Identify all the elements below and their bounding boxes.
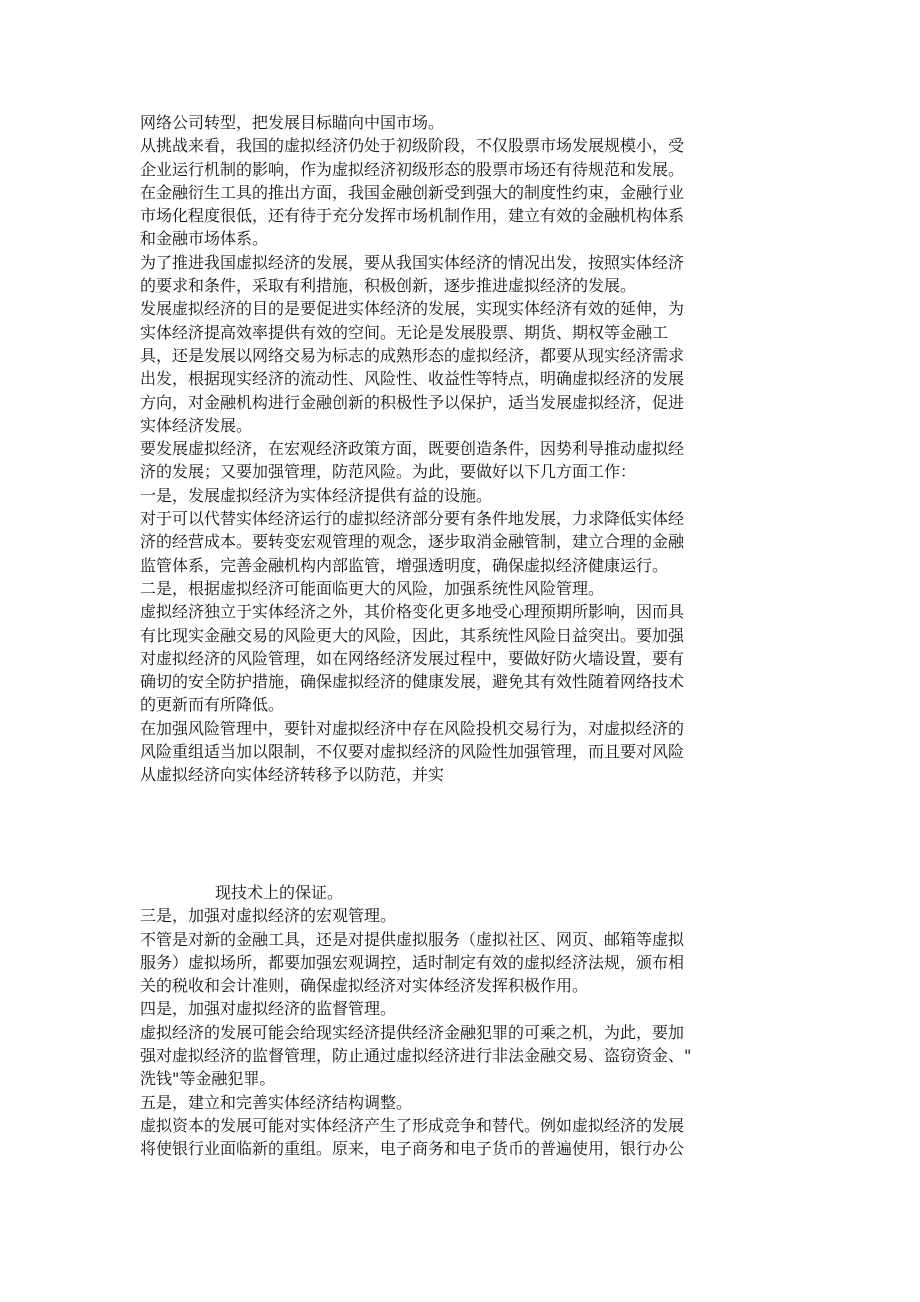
text-line: 发展虚拟经济的目的是要促进实体经济的发展，实现实体经济有效的延伸，为: [140, 299, 685, 319]
text-line: 对于可以代替实体经济运行的虚拟经济部分要有条件地发展，力求降低实体经: [140, 509, 685, 529]
text-line: 济的发展；又要加强管理，防范风险。为此，要做好以下几方面工作：: [140, 462, 637, 482]
text-line: 对虚拟经济的风险管理，如在网络经济发展过程中，要做好防火墙设置，要有: [140, 648, 685, 668]
text-line: 济的经营成本。要转变宏观管理的观念，逐步取消金融管制，建立合理的金融: [140, 532, 685, 552]
text-line: 企业运行机制的影响，作为虚拟经济初级形态的股票市场还有待规范和发展。: [140, 159, 685, 179]
text-line: 风险重组适当加以限制，不仅要对虚拟经济的风险性加强管理，而且要对风险: [140, 742, 685, 762]
text-line: 实体经济发展。: [140, 415, 253, 435]
text-line-continuation: 现技术上的保证。: [215, 883, 344, 902]
text-line: 有比现实金融交易的风险更大的风险，因此，其系统性风险日益突出。要加强: [140, 625, 685, 645]
text-line: 要发展虚拟经济，在宏观经济政策方面，既要创造条件，因势利导推动虚拟经: [140, 439, 685, 459]
text-line: 从挑战来看，我国的虚拟经济仍处于初级阶段，不仅股票市场发展规模小，受: [140, 136, 685, 156]
text-line: 出发，根据现实经济的流动性、风险性、收益性等特点，明确虚拟经济的发展: [140, 369, 685, 389]
text-line: 服务）虚拟场所，都要加强宏观调控，适时制定有效的虚拟经济法规，颁布相: [140, 952, 685, 972]
text-line: 的更新而有所降低。: [140, 695, 285, 715]
text-line: 三是，加强对虚拟经济的宏观管理。: [140, 906, 397, 926]
text-line: 具，还是发展以网络交易为标志的成熟形态的虚拟经济，都要从现实经济需求: [140, 345, 685, 365]
text-line: 关的税收和会计准则，确保虚拟经济对实体经济发挥积极作用。: [140, 976, 589, 996]
text-line: 方向，对金融机构进行金融创新的积极性予以保护，适当发展虚拟经济，促进: [140, 392, 685, 412]
text-line: 一是，发展虚拟经济为实体经济提供有益的设施。: [140, 485, 493, 505]
text-line: 监管体系，完善金融机构内部监管，增强透明度，确保虚拟经济健康运行。: [140, 555, 669, 575]
text-line: 为了推进我国虚拟经济的发展，要从我国实体经济的情况出发，按照实体经济: [140, 252, 685, 272]
text-line: 网络公司转型，把发展目标瞄向中国市场。: [140, 113, 445, 132]
text-line: 不管是对新的金融工具，还是对提供虚拟服务（虚拟社区、网页、邮箱等虚拟: [140, 929, 685, 949]
text-line: 在金融衍生工具的推出方面，我国金融创新受到强大的制度性约束，金融行业: [140, 182, 685, 202]
text-line: 强对虚拟经济的监督管理，防止通过虚拟经济进行非法金融交易、盗窃资金、": [140, 1046, 692, 1066]
text-line: 确切的安全防护措施，确保虚拟经济的健康发展，避免其有效性随着网络技术: [140, 672, 685, 692]
text-line: 在加强风险管理中，要针对虚拟经济中存在风险投机交易行为，对虚拟经济的: [140, 718, 685, 738]
text-line: 虚拟经济的发展可能会给现实经济提供经济金融犯罪的可乘之机，为此，要加: [140, 1022, 685, 1042]
text-line: 虚拟经济独立于实体经济之外，其价格变化更多地受心理预期所影响，因而具: [140, 602, 685, 622]
text-line: 二是，根据虚拟经济可能面临更大的风险，加强系统性风险管理。: [140, 578, 605, 598]
text-line: 市场化程度很低，还有待于充分发挥市场机制作用，建立有效的金融机构体系: [140, 206, 685, 226]
text-block-lower: [140, 881, 780, 1161]
text-line: 和金融市场体系。: [140, 229, 269, 249]
text-line: 从虚拟经济向实体经济转移予以防范，并实: [140, 765, 445, 785]
text-line: 实体经济提高效率提供有效的空间。无论是发展股票、期货、期权等金融工: [140, 322, 669, 342]
text-line: 四是，加强对虚拟经济的监督管理。: [140, 999, 397, 1019]
text-line: 五是，建立和完善实体经济结构调整。: [140, 1092, 413, 1112]
text-line: 的要求和条件，采取有利措施，积极创新，逐步推进虚拟经济的发展。: [140, 276, 637, 296]
text-line: 将使银行业面临新的重组。原来，电子商务和电子货币的普遍使用，银行办公: [140, 1139, 685, 1159]
text-block-upper: [140, 111, 780, 787]
text-line: 虚拟资本的发展可能对实体经济产生了形成竞争和替代。例如虚拟经济的发展: [140, 1115, 685, 1135]
text-line: 洗钱"等金融犯罪。: [140, 1069, 276, 1089]
